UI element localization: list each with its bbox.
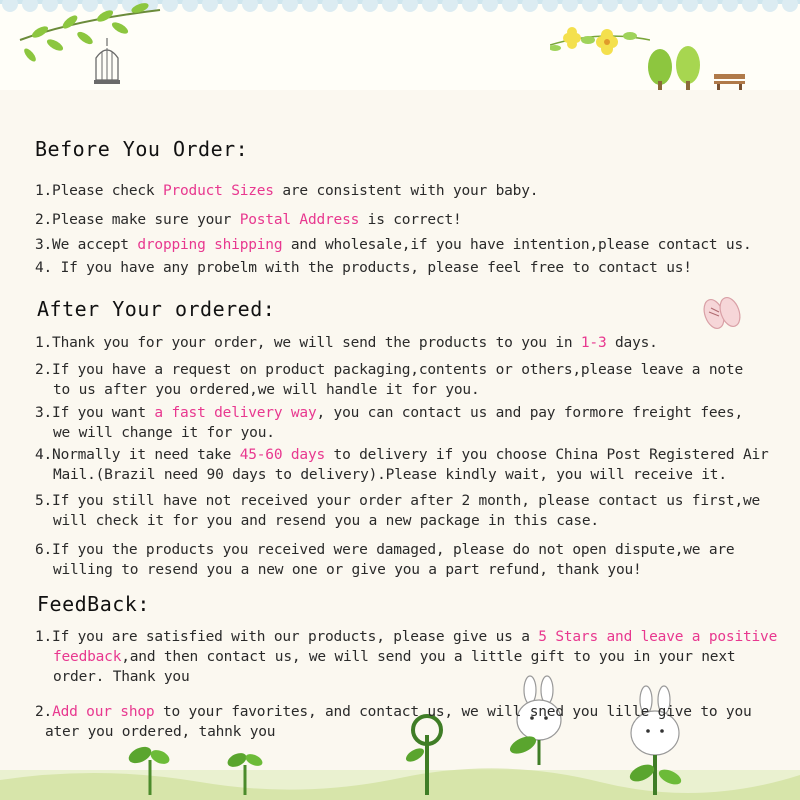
feedback-item-1-line2: feedback,and then contact us, we will send you a little gift to you in your next <box>53 649 736 665</box>
after-item-6-line2: willing to resend you a new one or give you a part refund, thank you! <box>53 562 642 578</box>
after-item-1: 1.Thank you for your order, we will send the products to you in 1-3 days. <box>35 335 658 351</box>
feedback-item-1-line3: order. Thank you <box>53 669 190 685</box>
before-item-2: 2.Please make sure your Postal Address is correct! <box>35 212 462 228</box>
before-heading: Before You Order: <box>35 137 249 161</box>
feedback-item-1-line1: 1.If you are satisfied with our products, please give us a 5 Stars and leave a positive <box>35 629 778 645</box>
feedback-heading: FeedBack: <box>37 592 150 616</box>
feedback-item-2-line1: 2.Add our shop to your favorites, and contact us, we will sned you lille give to you <box>35 704 752 720</box>
after-item-3-line1: 3.If you want a fast delivery way, you can contact us and pay formore freight fees, <box>35 405 743 421</box>
after-item-4-line2: Mail.(Brazil need 90 days to delivery).Please kindly wait, you will receive it. <box>53 467 727 483</box>
after-item-2-line1: 2.If you have a request on product packaging,contents or others,please leave a note <box>35 362 743 378</box>
before-item-3: 3.We accept dropping shipping and wholesale,if you have intention,please contact us. <box>35 237 752 253</box>
after-item-3-line2: we will change it for you. <box>53 425 275 441</box>
after-item-4-line1: 4.Normally it need take 45-60 days to delivery if you choose China Post Registered Air <box>35 447 769 463</box>
after-item-2-line2: to us after you ordered,we will handle it for you. <box>53 382 480 398</box>
before-item-1: 1.Please check Product Sizes are consistent with your baby. <box>35 183 539 199</box>
before-item-4: 4. If you have any probelm with the products, please feel free to contact us! <box>35 260 692 276</box>
after-item-5-line2: will check it for you and resend you a new package in this case. <box>53 513 599 529</box>
feedback-item-2-line2: ater you ordered, tahnk you <box>45 724 276 740</box>
after-item-5-line1: 5.If you still have not received your order after 2 month, please contact us first,we <box>35 493 761 509</box>
after-item-6-line1: 6.If you the products you received were damaged, please do not open dispute,we are <box>35 542 735 558</box>
after-heading: After Your ordered: <box>37 297 276 321</box>
